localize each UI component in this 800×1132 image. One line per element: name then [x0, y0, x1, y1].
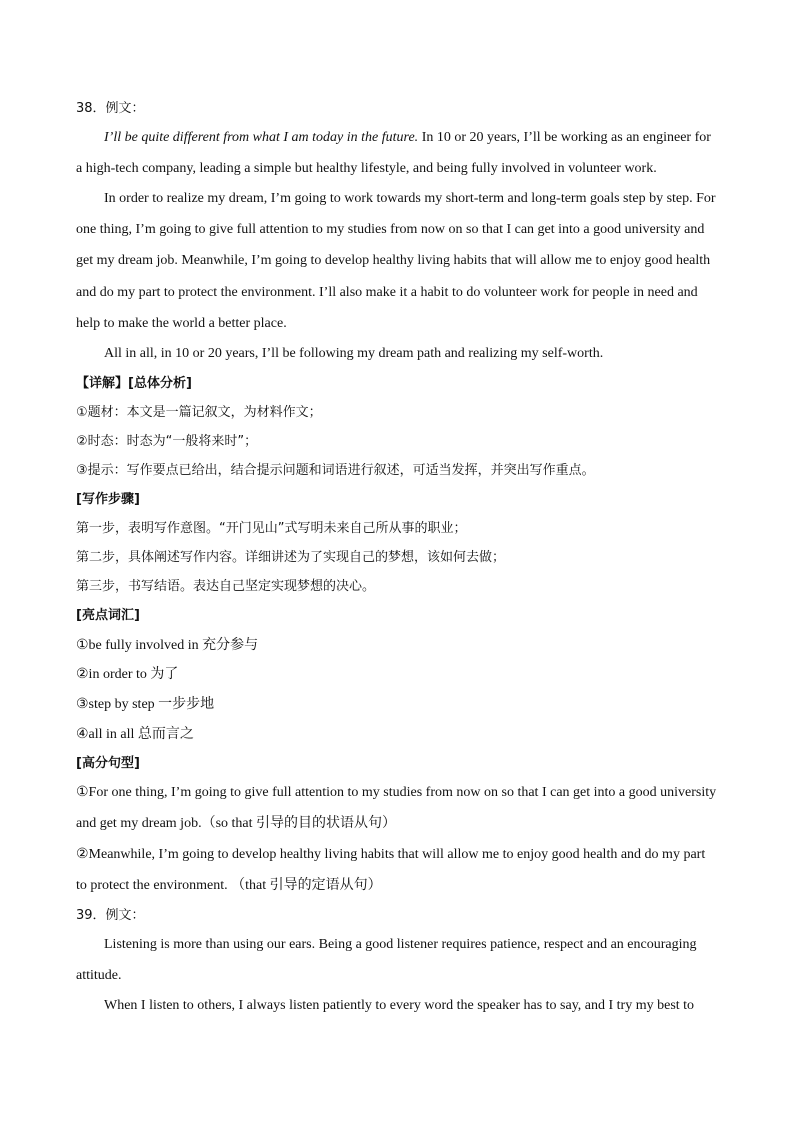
sentences-label: [高分句型]: [76, 756, 140, 771]
analysis-item-2: ②时态：时态为“一般将来时”；: [76, 434, 258, 449]
q38-paragraph-2-line-1: In order to realize my dream, I’m going to work towards my short-term and long-term goals step by step. For: [104, 191, 716, 206]
analysis-item-1: ①题材：本文是一篇记叙文，为材料作文；: [76, 405, 322, 420]
analysis-item-3: ③提示：写作要点已给出，结合提示问题和词语进行叙述，可适当发挥，并突出写作重点。: [76, 463, 595, 478]
q38-paragraph-2-line-4: and do my part to protect the environment. I’ll also make it a habit to do volunteer work for people in need and: [76, 285, 698, 300]
q38-p1-rest: In 10 or 20 years, I’ll be working as an engineer for: [418, 130, 711, 145]
steps-item-3: 第三步，书写结语。表达自己坚定实现梦想的决心。: [76, 579, 376, 594]
q38-paragraph-2-line-2: one thing, I’m going to give full attention to my studies from now on so that I can get into a good university and: [76, 222, 705, 237]
q39-heading: 39．例文：: [76, 908, 145, 923]
vocab-item-4: ④all in all 总而言之: [76, 727, 194, 742]
analysis-label: 【详解】[总体分析]: [76, 376, 192, 391]
sentence-1-line-1: ①For one thing, I’m going to give full attention to my studies from now on so that I can get into a good university: [76, 785, 717, 800]
vocab-item-2: ②in order to 为了: [76, 667, 179, 682]
sentence-2-line-2: to protect the environment. （that 引导的定语从句）: [76, 878, 382, 893]
sentence-1-line-2: and get my dream job.（so that 引导的目的状语从句）: [76, 816, 397, 831]
q39-paragraph-1-line-1: Listening is more than using our ears. Being a good listener requires patience, respect and an encouraging: [104, 937, 697, 952]
q38-paragraph-2-line-3: get my dream job. Meanwhile, I’m going to develop healthy living habits that will allow me to enjoy good health: [76, 253, 711, 268]
q38-heading: 38．例文：: [76, 101, 145, 116]
q38-paragraph-3: All in all, in 10 or 20 years, I’ll be following my dream path and realizing my self-worth.: [104, 346, 604, 361]
q38-paragraph-1-line-1: [104, 128, 711, 148]
steps-label: [写作步骤]: [76, 492, 140, 507]
q38-paragraph-1-line-2: a high-tech company, leading a simple but healthy lifestyle, and being fully involved in volunteer work.: [76, 161, 657, 176]
q39-paragraph-1-line-2: attitude.: [76, 968, 122, 983]
q38-paragraph-2-line-5: help to make the world a better place.: [76, 316, 287, 331]
vocab-item-1: ①be fully involved in 充分参与: [76, 638, 259, 653]
steps-item-1: 第一步，表明写作意图。“开门见山”式写明未来自己所从事的职业；: [76, 521, 467, 536]
q38-p1-italic: I’ll be quite different from what I am today in the future.: [104, 130, 419, 145]
q39-paragraph-2-line-1: When I listen to others, I always listen patiently to every word the speaker has to say, and I try my best to: [104, 998, 695, 1013]
steps-item-2: 第二步，具体阐述写作内容。详细讲述为了实现自己的梦想，该如何去做；: [76, 550, 506, 565]
sentence-2-line-1: ②Meanwhile, I’m going to develop healthy living habits that will allow me to enjoy good health and do my part: [76, 847, 706, 862]
vocab-item-3: ③step by step 一步步地: [76, 697, 215, 712]
vocab-label: [亮点词汇]: [76, 608, 140, 623]
